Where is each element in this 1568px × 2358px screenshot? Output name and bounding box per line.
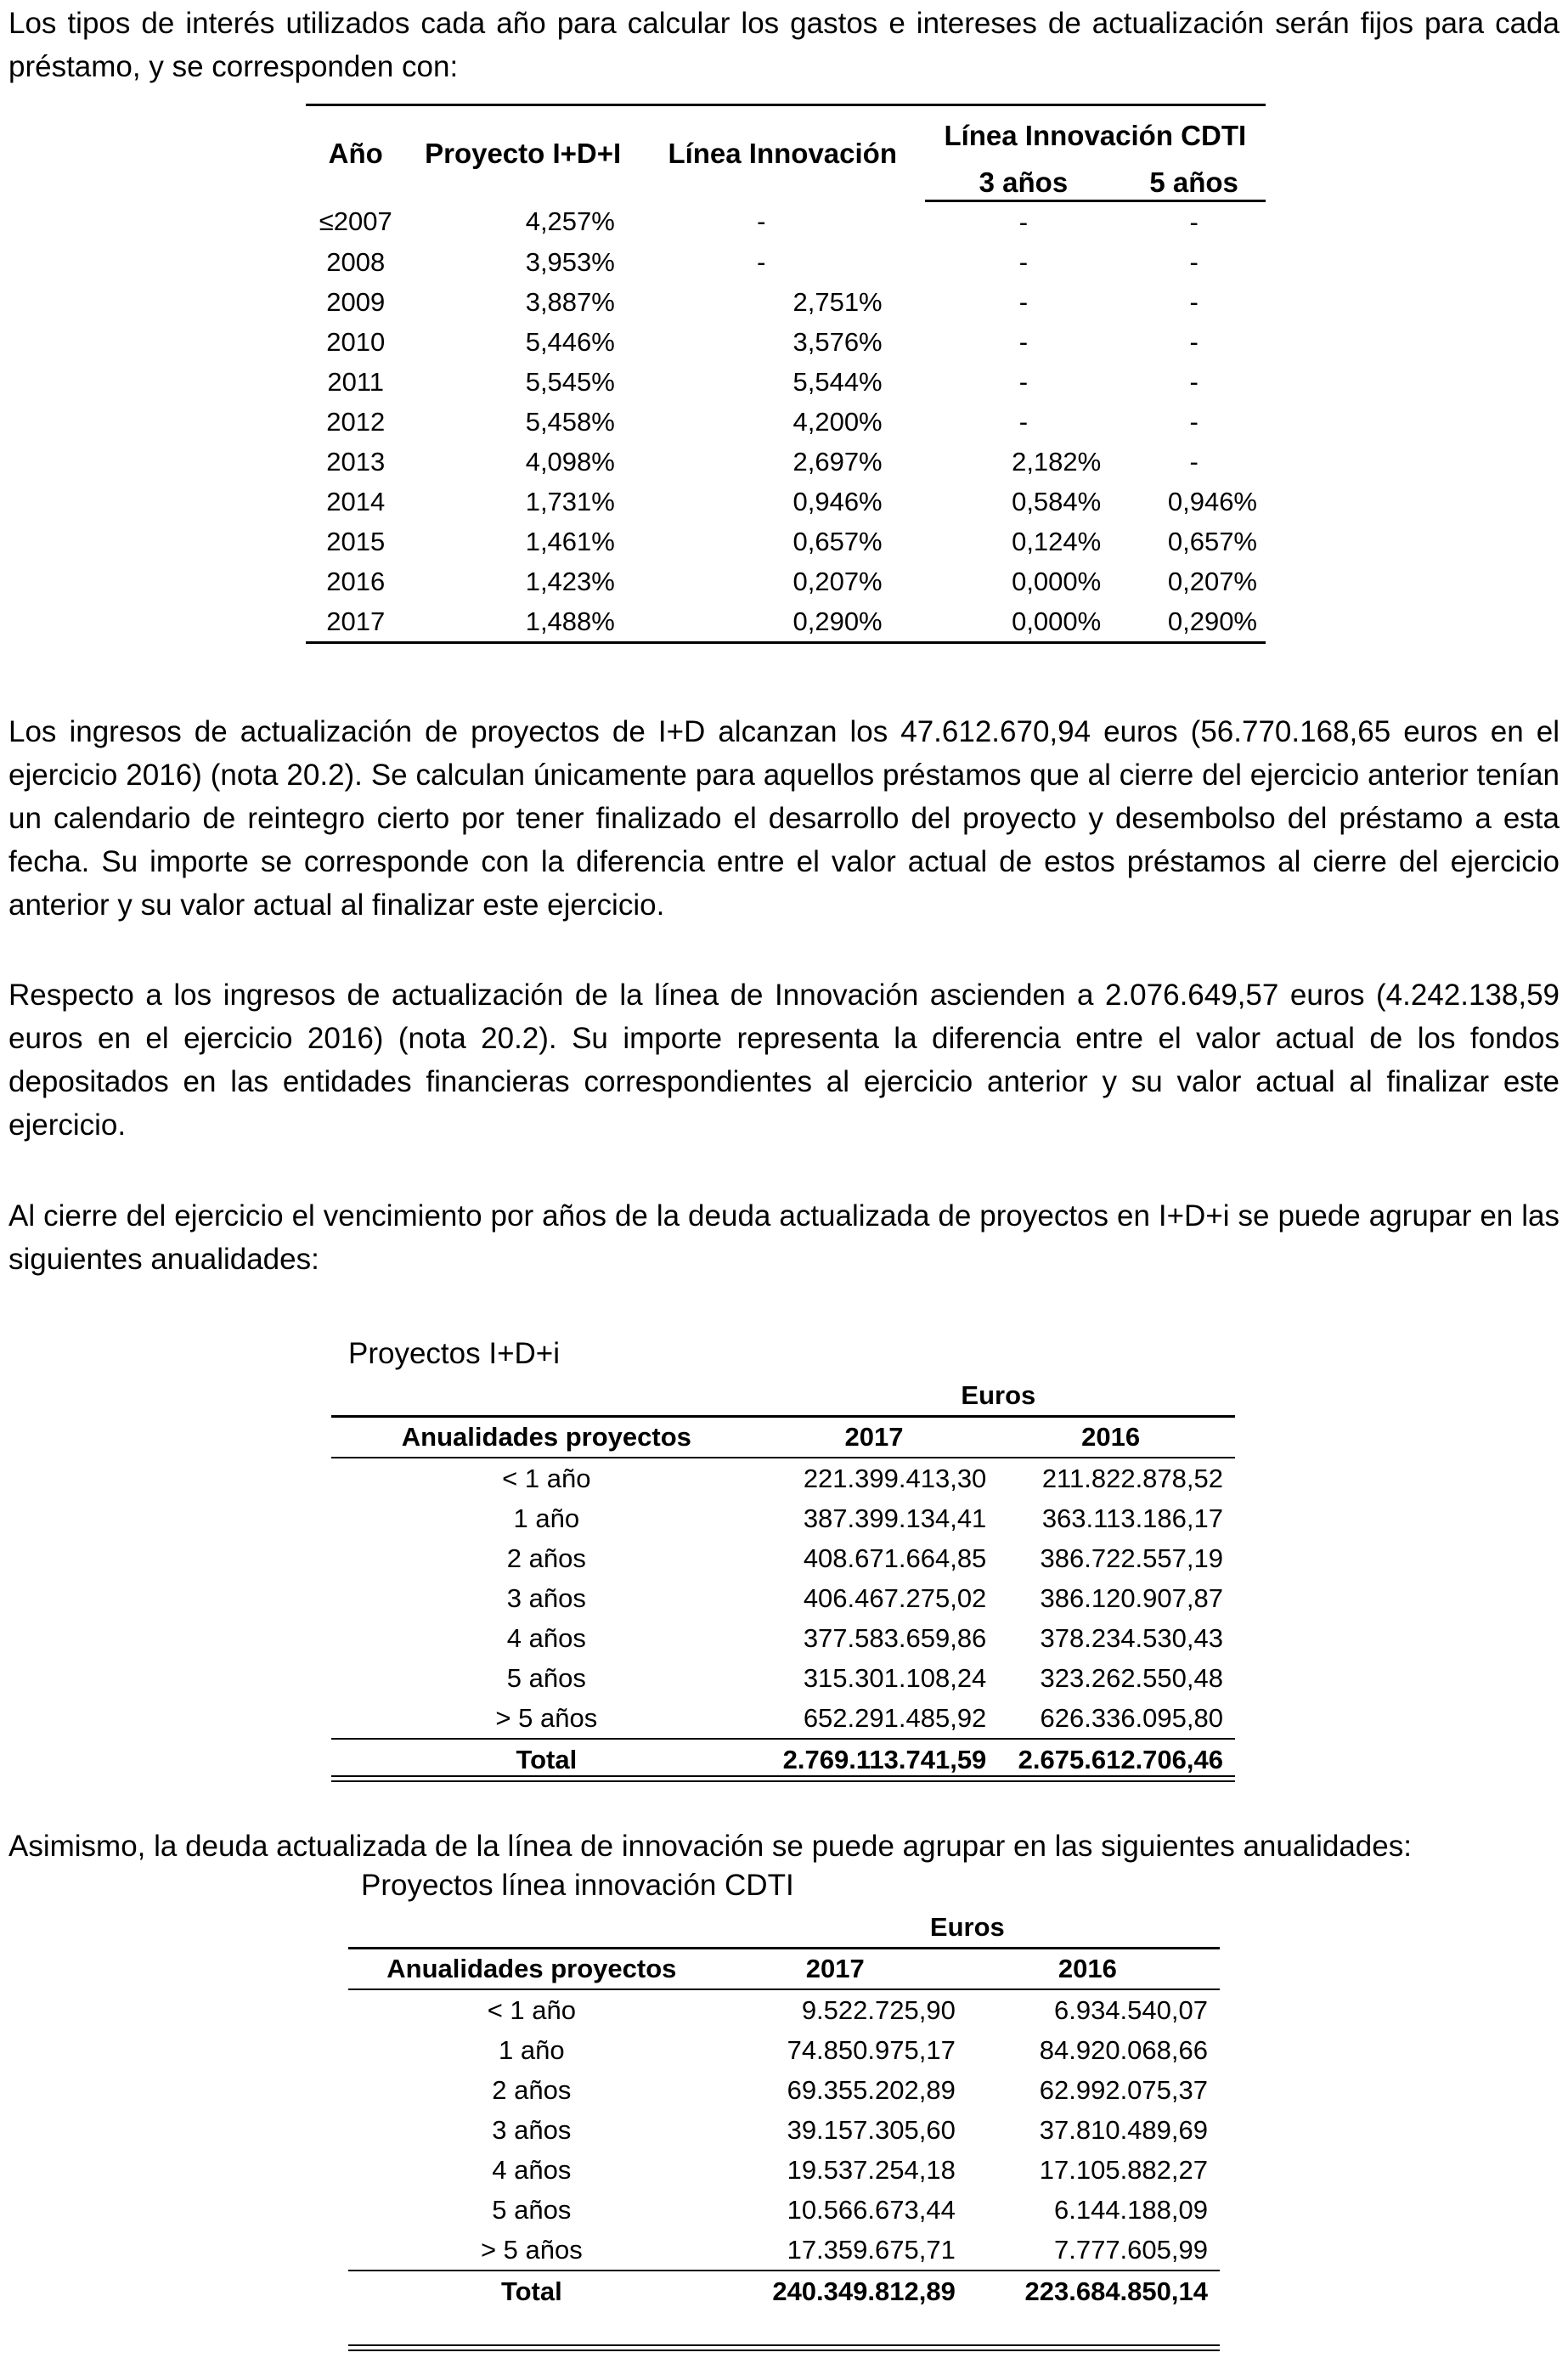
table-row xyxy=(306,362,1266,402)
table-cell: 5,545% xyxy=(525,366,615,397)
proyectos-idi-table xyxy=(331,1376,1235,1780)
total-value: 223.684.850,14 xyxy=(967,2271,1220,2311)
table-cell: 3 años xyxy=(492,2114,572,2145)
table-cell: 4,200% xyxy=(792,406,883,437)
proyectos-idi-body xyxy=(331,1458,1235,1780)
column-2017: 2017 xyxy=(715,1949,967,1990)
table-cell: - xyxy=(1189,326,1199,357)
total-value: 2.675.612.706,46 xyxy=(998,1739,1235,1780)
table-cell: 1,423% xyxy=(525,566,615,596)
table-cell: - xyxy=(1189,246,1199,277)
table-row xyxy=(306,561,1266,601)
table-cell: 2016 xyxy=(326,566,386,596)
table-cell: 2017 xyxy=(326,606,386,636)
column-2016: 2016 xyxy=(998,1417,1235,1458)
table-cell: 221.399.413,30 xyxy=(803,1463,987,1493)
table-row xyxy=(348,2230,1220,2271)
table-cell: - xyxy=(1189,446,1199,477)
table-cell: 408.671.664,85 xyxy=(803,1543,987,1573)
table-cell: 0,657% xyxy=(1167,526,1257,556)
table-cell: > 5 años xyxy=(495,1702,598,1733)
table-row xyxy=(306,442,1266,482)
table-cell: 0,657% xyxy=(792,526,883,556)
table-cell: 626.336.095,80 xyxy=(1040,1702,1223,1733)
table-cell: - xyxy=(757,206,766,236)
total-value: 240.349.812,89 xyxy=(715,2271,967,2311)
paragraph-vencimiento: Al cierre del ejercicio el vencimiento por años de la deuda actualizada de proyectos en I+D+i se puede agrupar en las siguientes anualidades: xyxy=(8,1199,1560,1276)
table-cell: 2 años xyxy=(492,2074,572,2105)
table3-double-rule xyxy=(348,2344,1220,2351)
interest-rates-body xyxy=(306,201,1266,643)
total-row xyxy=(348,2271,1220,2311)
table-cell: < 1 año xyxy=(502,1463,591,1493)
table-cell: 84.920.068,66 xyxy=(1039,2034,1208,2065)
table-cell: 2015 xyxy=(326,526,386,556)
paragraph-asimismo: Asimismo, la deuda actualizada de la línea de innovación se puede agrupar en las siguientes anualidades: xyxy=(8,1830,1412,1863)
table-cell: 2,697% xyxy=(792,446,883,477)
table-cell: 5 años xyxy=(492,2194,572,2225)
table-cell: - xyxy=(1018,326,1029,357)
table-cell: 0,000% xyxy=(1012,606,1102,636)
table-row xyxy=(306,482,1266,522)
paragraph-ingresos-innovacion: Respecto a los ingresos de actualización de la línea de Innovación ascienden a 2.076.649,57 euros (4.242.138,59 euros en el ejercicio 2016) (nota 20.2). Su importe representa la diferencia entre el valor actual de los fondos depositados en las entidades financieras correspondientes al ejercicio anterior y su valor actual al finalizar este ejercicio. xyxy=(8,979,1560,1142)
table-cell: 2,182% xyxy=(1012,446,1102,477)
table-cell: 0,000% xyxy=(1012,566,1102,596)
table-cell: - xyxy=(1189,366,1199,397)
table-row xyxy=(331,1658,1235,1698)
table-cell: 1,731% xyxy=(525,486,615,516)
table-cell: - xyxy=(1189,206,1199,237)
table-cell: 5,458% xyxy=(525,406,615,437)
table-row xyxy=(306,242,1266,282)
table-cell: 3,953% xyxy=(525,246,615,277)
table-cell: - xyxy=(1018,286,1029,317)
table-row xyxy=(331,1698,1235,1739)
table-cell: 39.157.305,60 xyxy=(787,2114,956,2145)
table-cell: 0,946% xyxy=(1167,486,1257,516)
table-cell: - xyxy=(1018,206,1029,237)
header-linea-innovacion: Línea Innovación xyxy=(668,137,897,169)
column-2017: 2017 xyxy=(762,1417,999,1458)
table-cell: - xyxy=(1018,246,1029,277)
table-cell: 74.850.975,17 xyxy=(787,2034,956,2065)
table-cell: 406.467.275,02 xyxy=(803,1582,987,1613)
table-row xyxy=(306,522,1266,561)
table-cell: 6.934.540,07 xyxy=(1053,1994,1208,2025)
table-cell: 2,751% xyxy=(792,286,883,317)
table3-caption: Proyectos línea innovación CDTI xyxy=(361,1869,794,1902)
table-cell: 1 año xyxy=(513,1503,580,1533)
table-cell: 3,576% xyxy=(792,326,883,357)
header-3-anos: 3 años xyxy=(925,166,1123,201)
proyectos-cdti-body xyxy=(348,1989,1220,2311)
proyectos-cdti-table xyxy=(348,1908,1220,2311)
table-row xyxy=(348,1989,1220,2030)
table-row xyxy=(306,282,1266,322)
header-linea-cdti: Línea Innovación CDTI xyxy=(944,120,1247,151)
total-row xyxy=(331,1739,1235,1780)
table-cell: 2011 xyxy=(327,366,385,397)
paragraph-ingresos-id: Los ingresos de actualización de proyectos de I+D alcanzan los 47.612.670,94 euros (56.770.168,65 euros en el ejercicio 2016) (nota 20.2). Se calculan únicamente para aquellos préstamos que al cierre del ejercicio anterior tenían un calendario de reintegro cierto por tener finalizado el desarrollo del proyecto y desembolso del préstamo a esta fecha. Su importe se corresponde con la diferencia entre el valor actual de estos préstamos al cierre del ejercicio anterior y su valor actual al finalizar este ejercicio. xyxy=(8,715,1560,922)
table-cell: 0,207% xyxy=(1167,566,1257,596)
table-cell: 2008 xyxy=(326,246,386,277)
table-cell: 17.359.675,71 xyxy=(787,2234,956,2265)
table-cell: 0,946% xyxy=(792,486,883,516)
table-cell: 4,257% xyxy=(525,206,615,236)
table-cell: 2010 xyxy=(326,326,386,357)
table-row xyxy=(306,402,1266,442)
table-cell: 1 año xyxy=(499,2034,565,2065)
table-cell: 0,207% xyxy=(792,566,883,596)
table-cell: 19.537.254,18 xyxy=(787,2154,956,2185)
table-cell: 10.566.673,44 xyxy=(787,2194,956,2225)
column-anualidades: Anualidades proyectos xyxy=(348,1949,715,1990)
table-cell: 2013 xyxy=(326,446,386,477)
table-cell: - xyxy=(1189,406,1199,437)
table-cell: 4,098% xyxy=(525,446,615,477)
table-cell: > 5 años xyxy=(480,2234,583,2265)
table-cell: 378.234.530,43 xyxy=(1040,1622,1223,1653)
table-cell: 1,488% xyxy=(525,606,615,636)
table-cell: - xyxy=(1018,366,1029,397)
table-cell: - xyxy=(1189,286,1199,317)
table-cell: 2 años xyxy=(506,1543,586,1573)
table2-caption: Proyectos I+D+i xyxy=(348,1337,560,1370)
header-5-anos: 5 años xyxy=(1122,166,1266,201)
table-cell: 4 años xyxy=(506,1622,586,1653)
table-cell: ≤2007 xyxy=(319,206,392,236)
table-cell: 5 años xyxy=(506,1662,586,1693)
header-proyecto: Proyecto I+D+I xyxy=(425,137,622,169)
column-anualidades: Anualidades proyectos xyxy=(331,1417,762,1458)
table2-double-rule xyxy=(331,1775,1235,1782)
table-cell: 2009 xyxy=(326,286,386,317)
total-label: Total xyxy=(348,2271,715,2311)
table-cell: - xyxy=(1018,406,1029,437)
table-cell: 17.105.882,27 xyxy=(1039,2154,1208,2185)
table-row xyxy=(306,322,1266,362)
interest-rates-table xyxy=(306,104,1266,644)
table-cell: 315.301.108,24 xyxy=(803,1662,987,1693)
table-cell: 5,544% xyxy=(792,366,883,397)
table-cell: 211.822.878,52 xyxy=(1041,1463,1223,1493)
table-cell: 2012 xyxy=(326,406,386,437)
euros-label: Euros xyxy=(929,1912,1005,1942)
table-cell: 377.583.659,86 xyxy=(803,1622,987,1653)
table-cell: 5,446% xyxy=(525,326,615,357)
table-row xyxy=(331,1578,1235,1618)
table-cell: - xyxy=(757,246,766,277)
table-cell: 69.355.202,89 xyxy=(787,2074,956,2105)
total-value: 2.769.113.741,59 xyxy=(762,1739,999,1780)
table-cell: 2014 xyxy=(326,486,386,516)
euros-label: Euros xyxy=(961,1380,1036,1410)
table-cell: 0,290% xyxy=(792,606,883,636)
table-row xyxy=(331,1458,1235,1498)
total-label: Total xyxy=(331,1739,762,1780)
table-cell: 1,461% xyxy=(525,526,615,556)
table-cell: 0,124% xyxy=(1012,526,1102,556)
table-cell: 37.810.489,69 xyxy=(1039,2114,1208,2145)
table-cell: 0,584% xyxy=(1012,486,1102,516)
table-row xyxy=(348,2030,1220,2070)
table-cell: 9.522.725,90 xyxy=(801,1994,956,2025)
table-cell: 386.120.907,87 xyxy=(1040,1582,1223,1613)
intro-paragraph: Los tipos de interés utilizados cada año para calcular los gastos e intereses de actualización serán fijos para cada préstamo, y se corresponden con: xyxy=(8,7,1560,83)
table-cell: < 1 año xyxy=(487,1994,576,2025)
table-cell: 386.722.557,19 xyxy=(1040,1543,1223,1573)
table-cell: 363.113.186,17 xyxy=(1041,1503,1223,1533)
table-cell: 4 años xyxy=(492,2154,572,2185)
table-row xyxy=(348,2150,1220,2190)
header-year: Año xyxy=(328,137,383,169)
table-cell: 6.144.188,09 xyxy=(1053,2194,1208,2225)
table-cell: 387.399.134,41 xyxy=(803,1503,987,1533)
table-cell: 62.992.075,37 xyxy=(1039,2074,1208,2105)
column-2016: 2016 xyxy=(967,1949,1220,1990)
table-cell: 323.262.550,48 xyxy=(1040,1662,1223,1693)
table-cell: 0,290% xyxy=(1167,606,1257,636)
table-cell: 7.777.605,99 xyxy=(1053,2234,1208,2265)
table-row xyxy=(348,2110,1220,2150)
table-row xyxy=(348,2070,1220,2110)
table-row xyxy=(331,1538,1235,1578)
table-cell: 3,887% xyxy=(525,286,615,317)
table-row xyxy=(348,2190,1220,2230)
table-cell: 652.291.485,92 xyxy=(803,1702,987,1733)
table-row xyxy=(331,1498,1235,1538)
table-cell: 3 años xyxy=(506,1582,586,1613)
table-row xyxy=(331,1618,1235,1658)
table-row xyxy=(306,201,1266,243)
table-row xyxy=(306,601,1266,643)
